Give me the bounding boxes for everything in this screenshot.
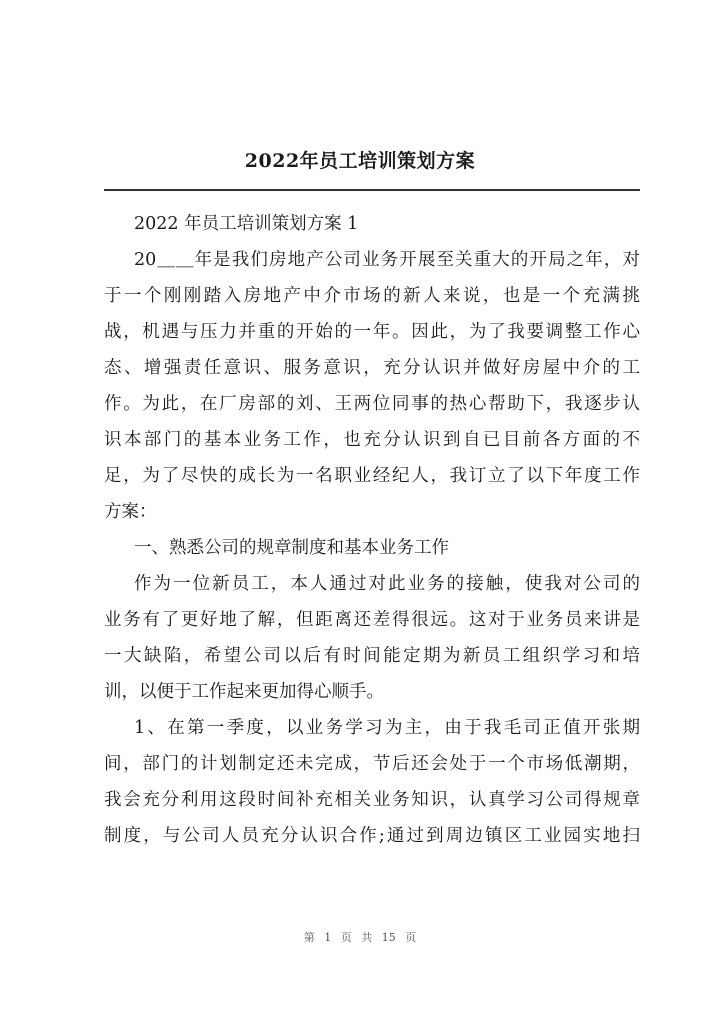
paragraph-line: 方案： bbox=[104, 502, 157, 522]
paragraph-line: 战，机遇与压力并重的开始的一年。因此，为了我要调整工作心 bbox=[104, 322, 640, 342]
paragraph-line: 训，以便于工作起来更加得心顺手。 bbox=[104, 682, 384, 702]
page-number-footer: 第 1 页 共 15 页 bbox=[303, 931, 417, 944]
document-body bbox=[104, 206, 640, 854]
paragraph-line: 态、增强责任意识、服务意识，充分认识并做好房屋中介的工 bbox=[104, 358, 640, 378]
paragraph-line: 我会充分利用这段时间补充相关业务知识，认真学习公司得规章 bbox=[104, 790, 640, 810]
paragraph-line: 一大缺陷，希望公司以后有时间能定期为新员工组织学习和培 bbox=[104, 646, 640, 666]
paragraph-line: 间，部门的计划制定还未完成，节后还会处于一个市场低潮期， bbox=[104, 754, 640, 774]
paragraph-line: 于一个刚刚踏入房地产中介市场的新人来说，也是一个充满挑 bbox=[104, 286, 640, 306]
title-divider bbox=[104, 189, 640, 191]
document-title: 2022年员工培训策划方案 bbox=[244, 150, 476, 172]
section-heading: 一、熟悉公司的规章制度和基本业务工作 bbox=[134, 538, 449, 558]
paragraph-line: 业务有了更好地了解，但距离还差得很远。这对于业务员来讲是 bbox=[104, 610, 640, 630]
paragraph-line: 作。为此，在厂房部的刘、王两位同事的热心帮助下，我逐步认 bbox=[104, 394, 640, 414]
section-heading: 2022 年员工培训策划方案 1 bbox=[134, 214, 359, 234]
paragraph-line: 作为一位新员工，本人通过对此业务的接触，使我对公司的 bbox=[134, 574, 640, 594]
paragraph-line: 制度，与公司人员充分认识合作;通过到周边镇区工业园实地扫 bbox=[104, 826, 640, 846]
paragraph-line: 足，为了尽快的成长为一名职业经纪人，我订立了以下年度工作 bbox=[104, 466, 640, 486]
paragraph-line: 1、在第一季度，以业务学习为主，由于我毛司正值开张期 bbox=[134, 718, 640, 738]
paragraph-line: 20＿＿年是我们房地产公司业务开展至关重大的开局之年，对 bbox=[134, 250, 640, 270]
paragraph-line: 识本部门的基本业务工作，也充分认识到自已目前各方面的不 bbox=[104, 430, 640, 450]
